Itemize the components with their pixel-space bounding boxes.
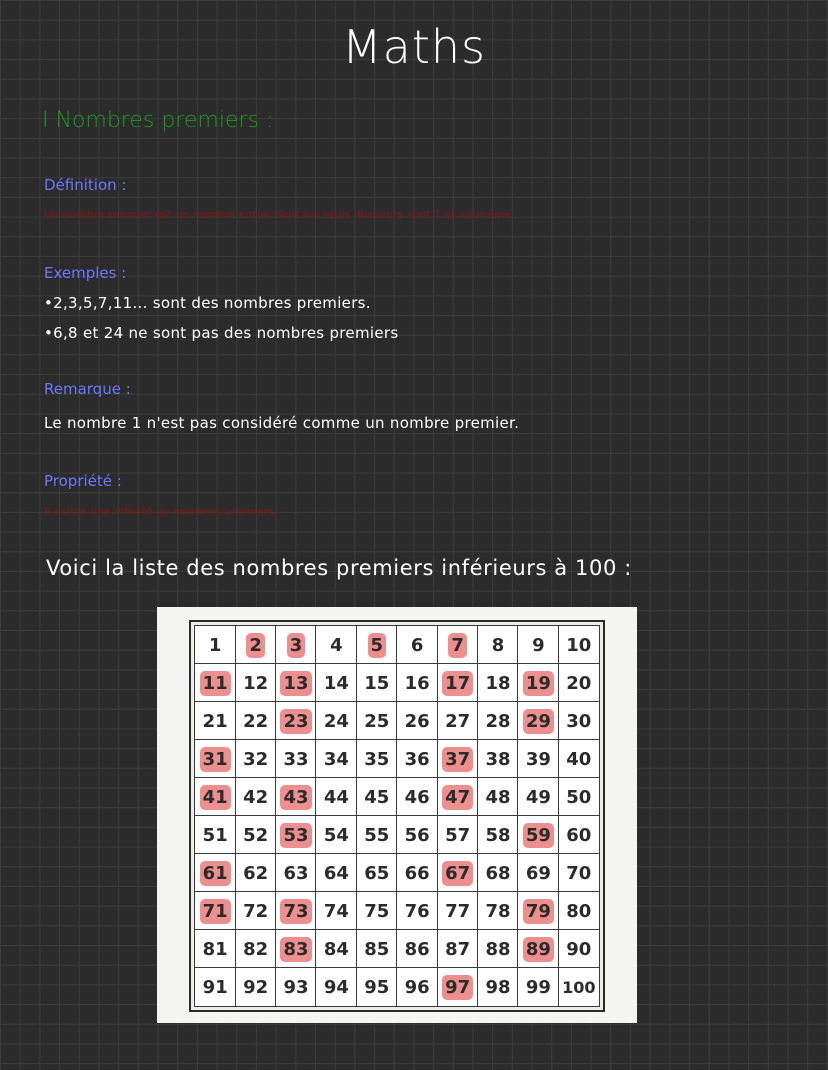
grid-cell-number: 87	[445, 938, 471, 960]
grid-cell-number: 68	[485, 862, 511, 884]
grid-cell	[396, 739, 438, 779]
grid-cell	[315, 625, 357, 665]
grid-cell	[356, 663, 398, 703]
grid-cell	[235, 701, 277, 741]
grid-cell-number: 56	[404, 824, 430, 846]
grid-cell-number: 31	[200, 747, 231, 772]
grid-cell-number: 9	[532, 634, 545, 656]
grid-cell	[194, 625, 236, 665]
grid-cell	[477, 777, 519, 817]
grid-cell-number: 50	[566, 786, 592, 808]
grid-cell-number: 62	[243, 862, 269, 884]
grid-cell-number: 89	[523, 937, 554, 962]
grid-cell	[396, 815, 438, 855]
grid-cell-number: 17	[442, 671, 473, 696]
grid-cell	[437, 891, 479, 931]
grid-cell-number: 79	[523, 899, 554, 924]
grid-cell-number: 49	[525, 786, 551, 808]
grid-cell-number: 95	[364, 976, 390, 998]
grid-cell-number: 72	[243, 900, 269, 922]
hundred-grid-frame	[189, 620, 605, 1012]
grid-cell-prime	[437, 739, 479, 779]
grid-cell-prime	[437, 967, 479, 1007]
grid-cell-number: 90	[566, 938, 592, 960]
grid-cell	[396, 853, 438, 893]
grid-cell-number: 39	[525, 748, 551, 770]
grid-cell	[356, 815, 398, 855]
grid-cell	[356, 853, 398, 893]
grid-cell-number: 29	[523, 709, 554, 734]
grid-cell-number: 44	[323, 786, 349, 808]
remark-label: Remarque :	[44, 380, 131, 398]
grid-cell	[517, 739, 559, 779]
grid-cell	[396, 777, 438, 817]
grid-cell-number: 43	[280, 785, 311, 810]
grid-cell-prime	[275, 777, 317, 817]
grid-cell-number: 88	[485, 938, 511, 960]
grid-cell-number: 5	[368, 633, 387, 658]
grid-cell-number: 57	[445, 824, 471, 846]
grid-cell	[477, 701, 519, 741]
remark-text: Le nombre 1 n'est pas considéré comme un nombre premier.	[44, 414, 520, 432]
grid-cell-number: 74	[323, 900, 349, 922]
grid-cell-number: 84	[323, 938, 349, 960]
grid-cell-number: 67	[442, 861, 473, 886]
grid-cell-number: 8	[491, 634, 505, 656]
grid-cell	[235, 853, 277, 893]
grid-cell-number: 91	[202, 976, 228, 998]
grid-cell-number: 11	[200, 671, 231, 696]
grid-cell	[477, 967, 519, 1007]
grid-cell	[437, 929, 479, 969]
property-label: Propriété :	[44, 472, 122, 490]
grid-cell-number: 70	[566, 862, 592, 884]
grid-cell-number: 63	[283, 862, 309, 884]
grid-cell-number: 22	[243, 710, 269, 732]
grid-cell-number: 25	[364, 710, 390, 732]
grid-cell	[315, 967, 357, 1007]
grid-cell-number: 34	[323, 748, 349, 770]
grid-cell	[558, 967, 600, 1007]
grid-cell	[235, 815, 277, 855]
grid-cell-number: 94	[323, 976, 349, 998]
grid-cell-number: 2	[246, 633, 265, 658]
grid-cell-number: 59	[523, 823, 554, 848]
grid-cell-number: 75	[364, 900, 390, 922]
grid-cell-prime	[275, 815, 317, 855]
grid-cell-number: 83	[280, 937, 311, 962]
grid-cell	[437, 815, 479, 855]
grid-cell	[235, 967, 277, 1007]
grid-cell-number: 69	[525, 862, 551, 884]
grid-cell-prime	[437, 663, 479, 703]
grid-cell	[235, 663, 277, 703]
grid-cell	[396, 663, 438, 703]
grid-cell-number: 23	[280, 709, 311, 734]
grid-cell-prime	[275, 625, 317, 665]
definition-label: Définition :	[44, 176, 127, 194]
grid-cell-number: 54	[323, 824, 349, 846]
grid-cell	[477, 739, 519, 779]
grid-cell-prime	[194, 777, 236, 817]
grid-cell-number: 7	[448, 633, 467, 658]
grid-cell-number: 82	[243, 938, 269, 960]
grid-cell	[396, 967, 438, 1007]
grid-cell	[477, 891, 519, 931]
grid-cell	[558, 625, 600, 665]
grid-cell	[235, 777, 277, 817]
grid-cell	[517, 853, 559, 893]
grid-cell-number: 33	[283, 748, 309, 770]
grid-cell	[558, 739, 600, 779]
grid-cell	[315, 701, 357, 741]
grid-cell-number: 86	[404, 938, 430, 960]
page-title: Maths	[341, 20, 487, 74]
grid-cell-number: 99	[525, 976, 551, 998]
grid-cell-number: 4	[330, 634, 343, 656]
grid-cell-number: 14	[323, 672, 349, 694]
grid-cell-number: 20	[566, 672, 592, 694]
grid-cell	[315, 929, 357, 969]
grid-cell-number: 32	[243, 748, 269, 770]
grid-cell-number: 52	[243, 824, 269, 846]
hundred-grid	[195, 626, 599, 1006]
grid-cell	[194, 815, 236, 855]
grid-cell-prime	[437, 777, 479, 817]
grid-cell-number: 48	[485, 786, 511, 808]
grid-cell	[437, 701, 479, 741]
grid-cell-prime	[275, 663, 317, 703]
grid-cell-number: 24	[323, 710, 349, 732]
grid-cell-number: 19	[523, 671, 554, 696]
grid-cell	[194, 929, 236, 969]
grid-cell-number: 16	[404, 672, 430, 694]
grid-cell	[235, 891, 277, 931]
section-heading: I Nombres premiers :	[42, 108, 274, 133]
grid-cell-prime	[275, 929, 317, 969]
grid-cell-number: 55	[364, 824, 390, 846]
grid-cell-prime	[275, 891, 317, 931]
grid-cell-number: 51	[202, 824, 228, 846]
grid-cell-prime	[356, 625, 398, 665]
grid-cell	[315, 853, 357, 893]
grid-cell-number: 92	[243, 976, 269, 998]
grid-cell-number: 42	[243, 786, 269, 808]
grid-cell-number: 61	[200, 861, 231, 886]
grid-cell-number: 40	[566, 748, 592, 770]
grid-cell-number: 77	[445, 900, 471, 922]
grid-cell-number: 46	[404, 786, 430, 808]
grid-cell-number: 28	[485, 710, 511, 732]
hundred-grid-photo	[157, 607, 637, 1023]
grid-cell	[558, 853, 600, 893]
grid-cell-number: 3	[287, 633, 306, 658]
grid-cell-number: 41	[200, 785, 231, 810]
examples-label: Exemples :	[44, 264, 127, 282]
grid-cell-number: 78	[485, 900, 511, 922]
grid-cell	[194, 967, 236, 1007]
property-text: Il existe une infinité de nombres premiers.	[44, 505, 278, 518]
grid-cell	[315, 815, 357, 855]
grid-cell	[356, 891, 398, 931]
grid-cell	[356, 701, 398, 741]
grid-cell-number: 47	[442, 785, 473, 810]
grid-cell-number: 27	[445, 710, 471, 732]
grid-cell	[315, 663, 357, 703]
grid-cell-prime	[517, 663, 559, 703]
grid-cell	[396, 625, 438, 665]
grid-cell	[517, 967, 559, 1007]
grid-cell-number: 93	[283, 976, 309, 998]
grid-cell	[558, 777, 600, 817]
grid-cell-number: 30	[566, 710, 592, 732]
example-line-1: •2,3,5,7,11... sont des nombres premiers.	[44, 294, 371, 312]
grid-cell-number: 38	[485, 748, 511, 770]
grid-cell	[477, 853, 519, 893]
grid-cell	[517, 625, 559, 665]
grid-cell-number: 97	[442, 975, 473, 1000]
grid-cell-prime	[194, 891, 236, 931]
grid-cell-number: 58	[485, 824, 511, 846]
grid-cell	[517, 777, 559, 817]
grid-cell	[275, 967, 317, 1007]
grid-cell-number: 64	[323, 862, 349, 884]
definition-text: Un nombre premier est un nombre entier dont les seuls diviseurs sont 1 et lui-même.	[44, 208, 515, 221]
grid-cell	[315, 777, 357, 817]
grid-cell-prime	[517, 701, 559, 741]
grid-cell-prime	[235, 625, 277, 665]
grid-cell-number: 98	[485, 976, 511, 998]
grid-cell-number: 73	[280, 899, 311, 924]
grid-cell	[558, 815, 600, 855]
grid-cell-prime	[517, 815, 559, 855]
grid-cell	[477, 929, 519, 969]
grid-cell-number: 13	[280, 671, 311, 696]
example-line-2: •6,8 et 24 ne sont pas des nombres premiers	[44, 324, 399, 342]
grid-cell-prime	[194, 663, 236, 703]
grid-cell-number: 35	[364, 748, 390, 770]
grid-cell-prime	[437, 853, 479, 893]
grid-cell	[558, 663, 600, 703]
grid-cell-number: 36	[404, 748, 430, 770]
grid-cell-number: 37	[442, 747, 473, 772]
grid-cell-number: 21	[202, 710, 228, 732]
grid-cell-number: 71	[200, 899, 231, 924]
grid-cell	[477, 815, 519, 855]
grid-cell-number: 10	[566, 634, 592, 656]
grid-cell-number: 18	[485, 672, 511, 694]
grid-cell-number: 53	[280, 823, 311, 848]
grid-cell-number: 81	[202, 938, 228, 960]
grid-cell	[356, 929, 398, 969]
grid-cell-number: 66	[404, 862, 430, 884]
grid-cell	[558, 701, 600, 741]
grid-cell-prime	[517, 891, 559, 931]
grid-cell-prime	[194, 739, 236, 779]
grid-cell	[558, 891, 600, 931]
grid-cell-number: 76	[404, 900, 430, 922]
grid-cell-number: 26	[404, 710, 430, 732]
grid-cell-prime	[275, 701, 317, 741]
grid-cell	[558, 929, 600, 969]
grid-cell-number: 100	[562, 977, 596, 997]
grid-cell	[315, 739, 357, 779]
grid-cell-number: 1	[208, 634, 222, 656]
grid-cell-number: 60	[566, 824, 592, 846]
grid-cell-prime	[517, 929, 559, 969]
grid-cell	[396, 701, 438, 741]
grid-cell	[396, 891, 438, 931]
grid-cell	[194, 701, 236, 741]
grid-cell	[315, 891, 357, 931]
grid-cell-number: 45	[364, 786, 390, 808]
grid-cell	[356, 777, 398, 817]
grid-cell-number: 85	[364, 938, 390, 960]
grid-cell-number: 65	[364, 862, 390, 884]
list-intro: Voici la liste des nombres premiers inférieurs à 100 :	[46, 556, 632, 580]
grid-cell-prime	[194, 853, 236, 893]
grid-cell	[275, 853, 317, 893]
grid-cell	[235, 929, 277, 969]
grid-cell	[235, 739, 277, 779]
grid-cell-number: 96	[404, 976, 430, 998]
grid-cell	[356, 967, 398, 1007]
grid-cell-number: 6	[410, 634, 424, 656]
grid-cell-number: 15	[364, 672, 390, 694]
grid-cell	[356, 739, 398, 779]
grid-cell	[396, 929, 438, 969]
grid-cell-number: 80	[566, 900, 592, 922]
grid-cell	[477, 663, 519, 703]
grid-cell-prime	[437, 625, 479, 665]
grid-cell	[275, 739, 317, 779]
grid-cell-number: 12	[243, 672, 269, 694]
grid-cell	[477, 625, 519, 665]
